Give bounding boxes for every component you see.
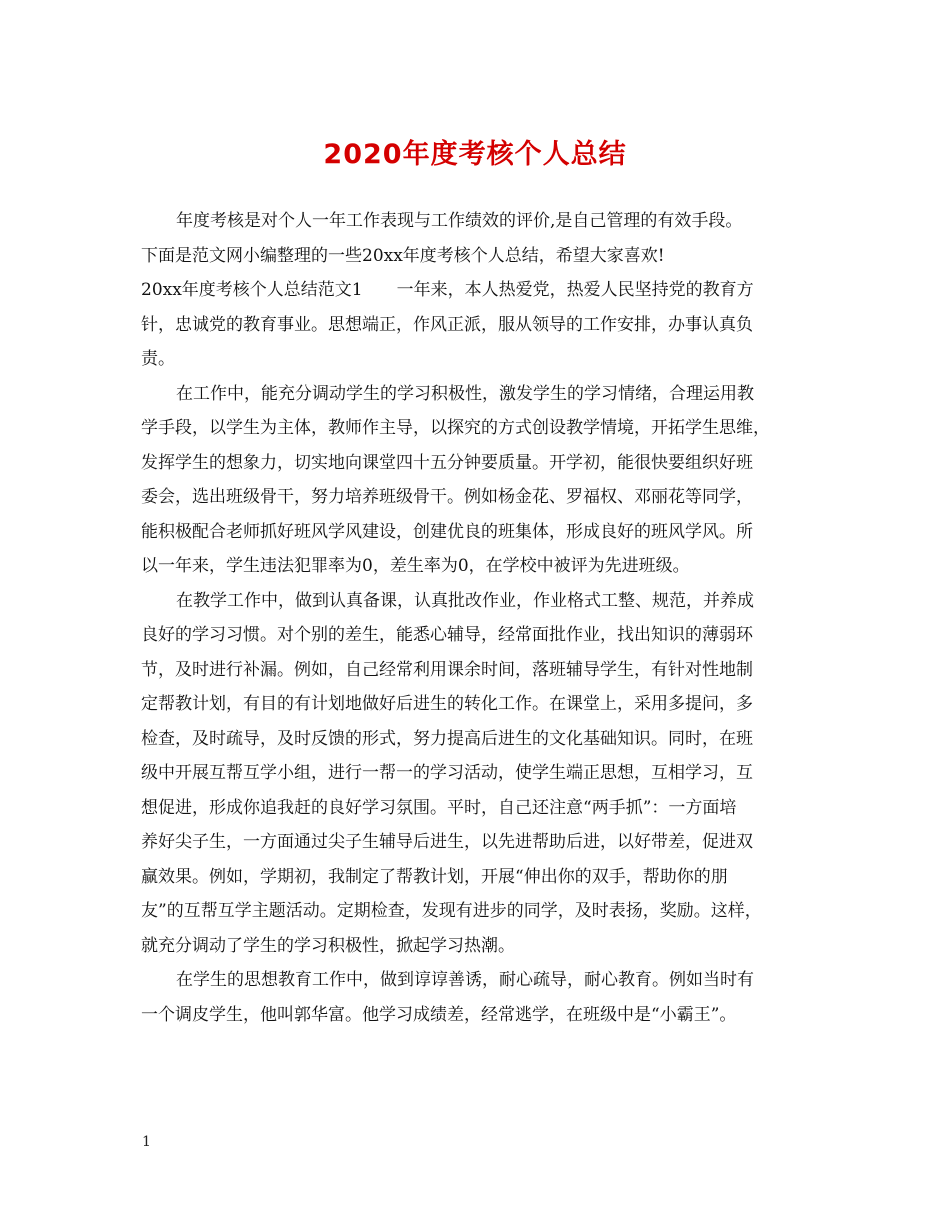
text-line: 委会，选出班级骨干，努力培养班级骨干。例如杨金花、罗福权、邓丽花等同学， [141, 487, 753, 507]
text-line: 发挥学生的想象力，切实地向课堂四十五分钟要质量。开学初，能很快要组织好班 [141, 452, 753, 473]
text-line: 级中开展互帮互学小组，进行一帮一的学习活动，使学生端正思想，互相学习，互 [141, 763, 753, 783]
section-heading: 20xx年度考核个人总结范文1 [141, 280, 363, 300]
text-line: 责。 [141, 349, 175, 369]
text-line: 以一年来，学生违法犯罪率为0，差生率为0，在学校中被评为先进班级。 [141, 556, 690, 576]
text-line: 在学生的思想教育工作中，做到谆谆善诱，耐心疏导，耐心教育。例如当时有 [176, 970, 754, 990]
text-line: 检查，及时疏导，及时反馈的形式，努力提高后进生的文化基础知识。同时，在班 [141, 728, 753, 749]
text-line: 养好尖子生，一方面通过尖子生辅导后进生，以先进帮助后进，以好带差，促进双 [141, 832, 753, 852]
text-line: 赢效果。例如，学期初，我制定了帮教计划，开展“伸出你的双手，帮助你的朋 [141, 866, 728, 887]
document-title: 2020年度考核个人总结 [323, 139, 627, 170]
text-line: 一个调皮学生，他叫郭华富。他学习成绩差，经常逃学，在班级中是“小霸王”。 [141, 1004, 737, 1025]
page-number: 1 [142, 1134, 151, 1150]
text-line: 下面是范文网小编整理的一些20xx年度考核个人总结，希望大家喜欢! [141, 245, 665, 266]
text-line: 在工作中，能充分调动学生的学习积极性，激发学生的学习情绪，合理运用教 [176, 383, 754, 404]
text-line: 节，及时进行补漏。例如，自己经常利用课余时间，落班辅导学生，有针对性地制 [141, 659, 753, 680]
text-segment: 一年来，本人热爱党，热爱人民坚持党的教育方 [396, 280, 754, 300]
text-line: 学手段，以学生为主体，教师作主导，以探究的方式创设教学情境，开拓学生思维， [141, 418, 770, 438]
text-line: 针，忠诚党的教育事业。思想端正，作风正派，服从领导的工作安排，办事认真负 [141, 314, 753, 335]
text-line: 良好的学习习惯。对个别的差生，能悉心辅导，经常面批作业，找出知识的薄弱环 [141, 625, 753, 645]
text-line [141, 273, 821, 308]
text-line: 定帮教计划，有目的有计划地做好后进生的转化工作。在课堂上，采用多提问，多 [141, 694, 753, 714]
text-line: 能积极配合老师抓好班风学风建设，创建优良的班集体，形成良好的班风学风。所 [141, 521, 753, 542]
text-line: 就充分调动了学生的学习积极性，掀起学习热潮。 [141, 935, 515, 956]
text-line: 年度考核是对个人一年工作表现与工作绩效的评价,是自己管理的有效手段。 [176, 211, 743, 231]
text-line: 在教学工作中，做到认真备课，认真批改作业，作业格式工整、规范，并养成 [176, 590, 754, 611]
text-line: 想促进，形成你追我赶的良好学习氛围。平时，自己还注意“两手抓”：一方面培 [141, 797, 737, 818]
text-line: 友”的互帮互学主题活动。定期检查，发现有进步的同学，及时表扬，奖励。这样， [141, 901, 762, 921]
document-body [141, 204, 821, 1032]
